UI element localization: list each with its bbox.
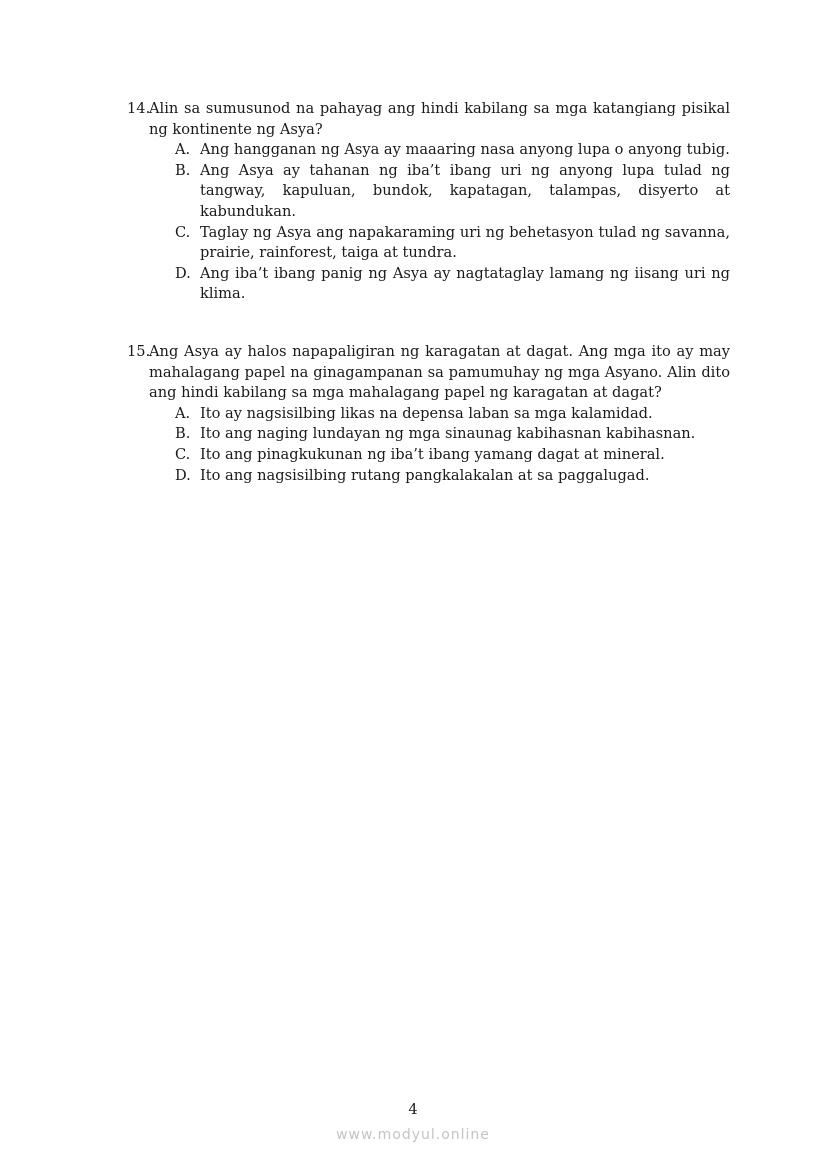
choice-letter: D.: [175, 264, 191, 282]
choice-text: Ang hangganan ng Asya ay maaaring nasa anyong lupa o anyong tubig.: [200, 141, 730, 159]
choice-text: Ang iba’t ibang panig ng Asya ay nagtataglay lamang ng iisang uri ng klima.: [200, 264, 730, 303]
question-stem: [127, 99, 730, 140]
choice-c: [127, 445, 730, 466]
choice-list: [127, 404, 730, 486]
question-stem: [127, 342, 730, 404]
choice-text: Ang Asya ay tahanan ng iba’t ibang uri ng anyong lupa tulad ng tangway, kapuluan, bundok, kapatagan, talampas, disyerto at kabundukan.: [200, 161, 730, 220]
choice-text: Ito ang pinagkukunan ng iba’t ibang yamang dagat at mineral.: [200, 445, 665, 463]
watermark: www.modyul.online: [336, 1127, 490, 1143]
question-number: 15.: [127, 343, 151, 360]
question-15: [127, 342, 730, 486]
choice-text: Ito ang naging lundayan ng mga sinaunag kabihasnan kabihasnan.: [200, 425, 696, 443]
question-number: 14.: [127, 100, 151, 117]
choice-letter: B.: [175, 161, 191, 179]
choice-letter: A.: [175, 141, 191, 159]
choice-list: [127, 140, 730, 305]
choice-text: Taglay ng Asya ang napakaraming uri ng behetasyon tulad ng savanna, prairie, rainforest, taiga at tundra.: [200, 223, 730, 262]
choice-letter: B.: [175, 425, 191, 443]
choice-text: Ito ang nagsisilbing rutang pangkalakalan at sa paggalugad.: [200, 466, 650, 484]
choice-a: [127, 140, 730, 161]
choice-letter: D.: [175, 466, 191, 484]
choice-letter: A.: [175, 404, 191, 422]
question-text: Ang Asya ay halos napapaligiran ng karagatan at dagat. Ang mga ito ay may mahalagang papel na ginagampanan sa pamumuhay ng mga Asyano. Alin dito ang hindi kabilang sa mga mahalagang papel ng karagatan at dagat?: [149, 343, 730, 402]
choice-b: [127, 424, 730, 445]
choice-text: Ito ay nagsisilbing likas na depensa laban sa mga kalamidad.: [200, 404, 653, 422]
choice-b: [127, 161, 730, 223]
question-text: Alin sa sumusunod na pahayag ang hindi kabilang sa mga katangiang pisikal ng kontinente ng Asya?: [149, 100, 730, 138]
choice-a: [127, 404, 730, 425]
choice-d: [127, 466, 730, 487]
choice-d: [127, 264, 730, 305]
page-number: 4: [408, 1101, 418, 1118]
choice-letter: C.: [175, 445, 191, 463]
question-14: [127, 99, 730, 305]
choice-letter: C.: [175, 223, 191, 241]
choice-c: [127, 223, 730, 264]
